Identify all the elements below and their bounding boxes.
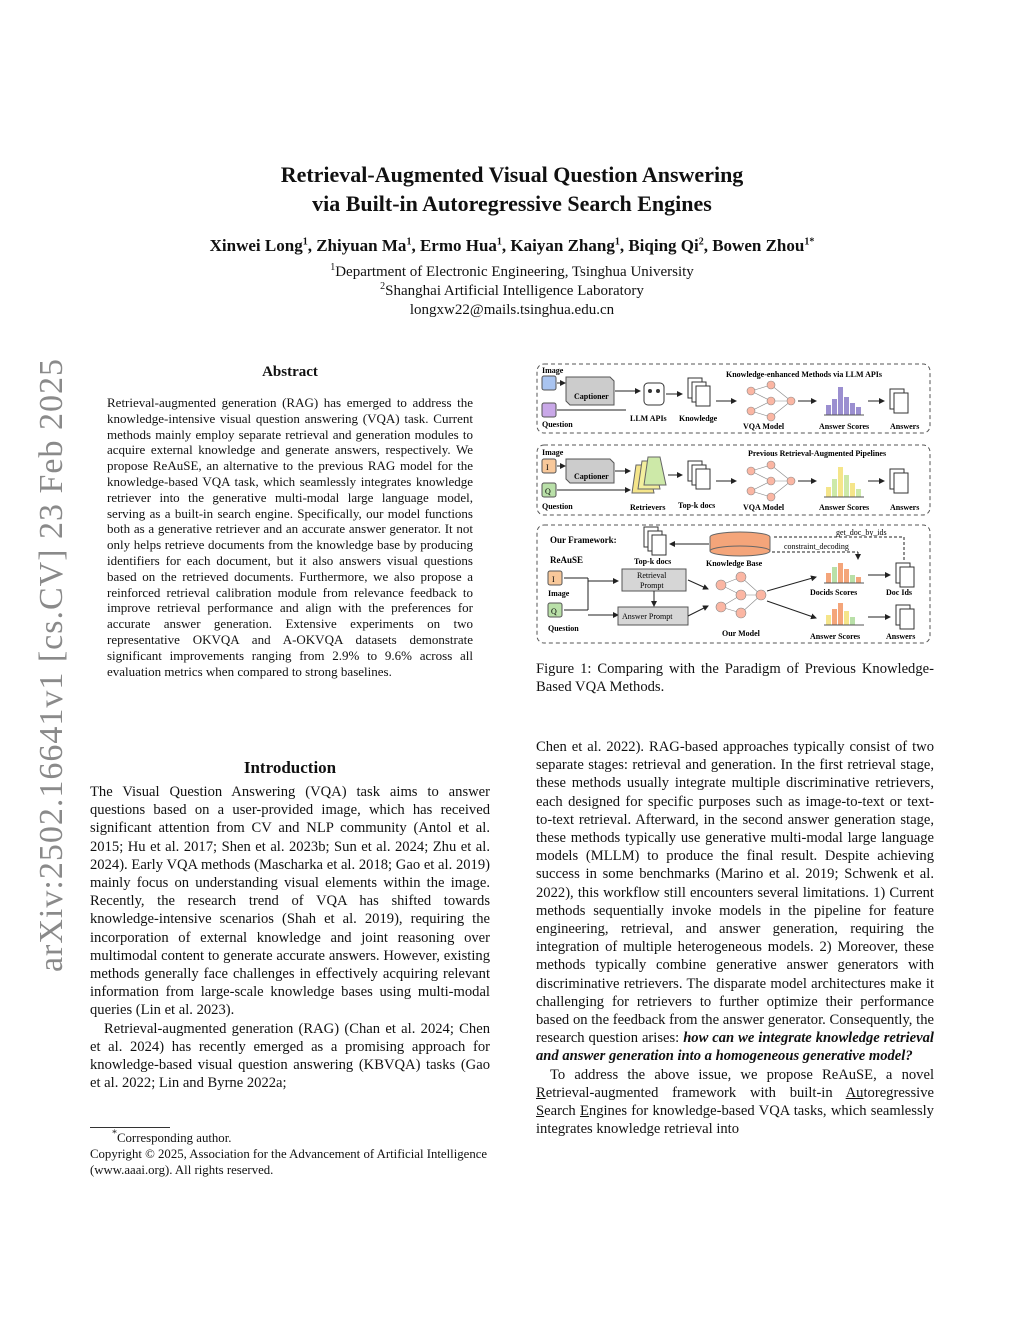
p3-topk-label: Top-k docs: [634, 557, 672, 566]
abstract-body: Retrieval-augmented generation (RAG) has emerged to address the knowledge-intensive visual question answering (VQA) task. Current methods mainly employ separate retrieval and generation modules to acquire external knowledge and generate answers, respectively. We propose ReAuSE, an alternative to the previous RAG model for the knowledge-based VQA task, which seamlessly integrates knowledge retriever into the generative multi-modal large language model, serving as a built-in search engine. Specifically, our model functions both as a generative retriever and an accurate answer generator. It not only helps retrieve documents from the knowledge base by producing identifiers for each document, but it also answers visual questions based on the retrieved documents. Furthermore, we also propose a reinforced retrieval calibration module from relevance feedback to improve retrieval performance and align with the preferences for accurate answer generation. Extensive experiments on two representative OKVQA and A-OKVQA datasets demonstrate significant improvements ranging from 2.9% to 9.6% across all evaluation metrics when compared to strong baselines.: [107, 395, 473, 679]
intro-paragraph-1: The Visual Question Answering (VQA) task aims to answer questions based on a user-provided image, which has received significant attention from CV and NLP community (Antol et al. 2015; Hu et al. 2017; Shen et al. 2023b; Sun et al. 2024; Zhu et al. 2024). Early VQA methods (Mascharka et al. 2018; Gao et al. 2019) mainly focus on understanding visual elements within the image. Recently, the research trend of VQA has shifted towards knowledge-intensive scenarios (Shah et al. 2019), requiring the incorporation of external knowledge and joint reasoning over multimodal content to generate accurate answers. However, existing methods generally face challenges in effectively acquiring relevant information from large-scale knowledge bases using multi-modal queries (Lin et al. 2023).: [90, 784, 490, 1019]
footnote: [90, 1130, 490, 1178]
p1-llm-apis-label: LLM APIs: [630, 414, 667, 423]
p2-image-box: [542, 459, 556, 473]
p2-vqa-model-label: VQA Model: [743, 503, 785, 512]
author-mark: 1*: [804, 236, 815, 248]
proposal-text: ngines for knowledge-based VQA tasks, which seamlessly integrates knowledge retrieval into: [536, 1103, 934, 1138]
p2-vqa-network: [747, 461, 795, 501]
robot-icon: [644, 383, 664, 405]
p1-vqa-model-label: VQA Model: [743, 422, 785, 431]
p1-question-box: [542, 403, 556, 417]
author: Bowen Zhou: [712, 236, 805, 255]
p3-model-network: [716, 572, 766, 618]
p1-captioner-label: Captioner: [574, 392, 609, 401]
affiliation-1: [0, 263, 1024, 282]
p1-answer-scores-chart: [826, 387, 861, 415]
affil-mark: 1: [330, 262, 336, 273]
affil-text: Department of Electronic Engineering, Tsinghua University: [335, 264, 694, 280]
p2-topk-label: Top-k docs: [678, 501, 716, 510]
p1-image-box: [542, 376, 556, 390]
p2-i-label: I: [546, 463, 549, 472]
copyright: Copyright © 2025, Association for the Advancement of Artificial Intelligence (www.aaai.org). All rights reserved.: [90, 1147, 488, 1177]
author: Biqing Qi: [628, 236, 699, 255]
author-mark: 1: [614, 236, 620, 248]
affil-mark: 2: [380, 281, 386, 292]
retrieval-prompt-line2: Prompt: [640, 581, 664, 590]
footnote-mark: *: [112, 1128, 117, 1140]
p2-image-label: Image: [542, 448, 564, 457]
title-line-1: Retrieval-Augmented Visual Question Answering: [280, 162, 744, 187]
paragraph-proposal: [536, 1066, 934, 1139]
figure-caption: Figure 1: Comparing with the Paradigm of Previous Knowledge-Based VQA Methods.: [536, 661, 934, 696]
arxiv-id: arXiv:2502.16641v1 [cs.CV] 23 Feb 2025: [33, 357, 70, 973]
author-mark: 1: [406, 236, 412, 248]
author: Kaiyan Zhang: [510, 236, 615, 255]
answer-prompt-label: Answer Prompt: [622, 612, 673, 621]
p3-i-label: I: [552, 575, 555, 584]
paragraph-rag: [536, 738, 934, 1066]
figure-1: [536, 363, 932, 646]
affil-text: Shanghai Artificial Intelligence Laboratory: [385, 283, 644, 299]
proposal-text: earch: [544, 1103, 580, 1120]
author: Ermo Hua: [419, 236, 497, 255]
p2-answer-scores-chart: [826, 467, 861, 497]
p3-title: Our Framework:: [550, 535, 617, 545]
introduction-heading: Introduction: [243, 758, 337, 777]
intro-paragraph-2: Retrieval-augmented generation (RAG) (Chan et al. 2024; Chen et al. 2024) has recently emerged as a promising approach for knowledge-based visual question answering (KBVQA) tasks (Gao et al. 2022; Lin and Byrne 2022a;: [90, 1020, 490, 1092]
p1-image-label: Image: [542, 366, 564, 375]
corresponding-text: Corresponding author.: [117, 1131, 232, 1145]
p1-vqa-network: [747, 381, 795, 421]
p2-captioner-label: Captioner: [574, 472, 609, 481]
our-model-label: Our Model: [722, 629, 760, 638]
p1-question-label: Question: [542, 420, 573, 429]
research-question: how can we integrate knowledge retrieval and answer generation into a homogeneous generative model?: [536, 1030, 934, 1065]
knowledge-base-label: Knowledge Base: [706, 559, 763, 568]
author-list: Xinwei Long$^1$, Zhiyuan Ma$^1$, Ermo Hua$^1$, Kaiyan Zhang$^1$, Biqing Qi$^2$, Bowen Zhou$^{1*}$: [209, 236, 815, 255]
title-line-2: via Built-in Autoregressive Search Engines: [312, 191, 712, 216]
doc-ids-label: Doc Ids: [886, 588, 913, 597]
left-column-body: [90, 783, 490, 1092]
p2-q-label: Q: [545, 487, 551, 496]
p3-question-label: Question: [548, 624, 579, 633]
p3-answers-label: Answers: [886, 632, 916, 641]
p3-answer-scores-label: Answer Scores: [810, 632, 861, 641]
author-mark: 1: [302, 236, 308, 248]
email: longxw22@mails.tsinghua.edu.cn: [409, 302, 615, 318]
p1-answer-scores-label: Answer Scores: [819, 422, 870, 431]
p1-knowledge-label: Knowledge: [679, 414, 718, 423]
retriever-stack: [632, 457, 666, 493]
p2-question-label: Question: [542, 502, 573, 511]
author-mark: 1: [496, 236, 502, 248]
affiliations: [0, 263, 1024, 320]
abstract-heading: Abstract: [262, 364, 318, 380]
p3-image-box: [548, 571, 562, 585]
constraint-decoding-label: constraint_decoding: [784, 542, 849, 551]
paper-title: [0, 160, 1024, 218]
retrieval-prompt-line1: Retrieval: [637, 571, 667, 580]
footnote-rule: [90, 1127, 170, 1128]
p3-reause-label: ReAuSE: [550, 555, 584, 565]
p3-answer-scores-chart: [826, 603, 855, 625]
proposal-text: etrieval-augmented framework with built-in: [545, 1084, 846, 1101]
acronym-letter: R: [536, 1084, 546, 1101]
get-doc-label: get_doc_by_ids: [836, 528, 887, 537]
author-mark: 2: [698, 236, 704, 248]
paragraph-rag-text: Chen et al. 2022). RAG-based approaches typically consist of two separate stages: retrieval and generation. In the first retrieval stage, these methods usually integrate multiple discriminative retrievers, each designed for specific purposes such as image-to-text or text-to-text retrieval. Afterward, in the second answer generation stage, these methods typically use generative multi-modal large language models (MLLM) to produce the final result. Despite achieving success in some benchmarks (Marino et al. 2019; Schwenk et al. 2022), this workflow still encounters several limitations. 1) Current methods sequentially invoke models in the pipeline for feature engineering, retrieval, and answer generation, requiring the integration of multiple heterogeneous models. 2) Moreover, these methods typically combine generative answer generators with discriminative retrievers. The disparate model architectures make it challenging for retrievers to further optimize their performance based on the feedback from the answer generator. Consequently, the research question arises:: [536, 739, 934, 1047]
p2-retrievers-label: Retrievers: [630, 503, 666, 512]
arxiv-sidebar: [22, 350, 82, 980]
author: Xinwei Long: [209, 236, 303, 255]
affiliation-2: [0, 282, 1024, 301]
author: Zhiyuan Ma: [316, 236, 407, 255]
p3-image-label: Image: [548, 589, 570, 598]
right-column-body: [536, 738, 934, 1138]
proposal-text: toregressive: [863, 1084, 934, 1101]
p3-q-label: Q: [551, 607, 557, 616]
acronym-letter: Au: [845, 1084, 864, 1101]
acronym-letter: E: [579, 1103, 589, 1120]
p2-title: Previous Retrieval-Augmented Pipelines: [748, 449, 887, 458]
corresponding-note: [90, 1130, 490, 1146]
proposal-text: To address the above issue, we propose ReAuSE, a novel: [550, 1066, 934, 1083]
docids-scores-label: Docids Scores: [810, 588, 858, 597]
docids-scores-chart: [826, 563, 861, 583]
acronym-letter: S: [536, 1103, 545, 1120]
p2-answer-scores-label: Answer Scores: [819, 503, 870, 512]
p1-answers-label: Answers: [890, 422, 920, 431]
p1-title: Knowledge-enhanced Methods via LLM APIs: [726, 370, 883, 379]
p2-answers-label: Answers: [890, 503, 920, 512]
